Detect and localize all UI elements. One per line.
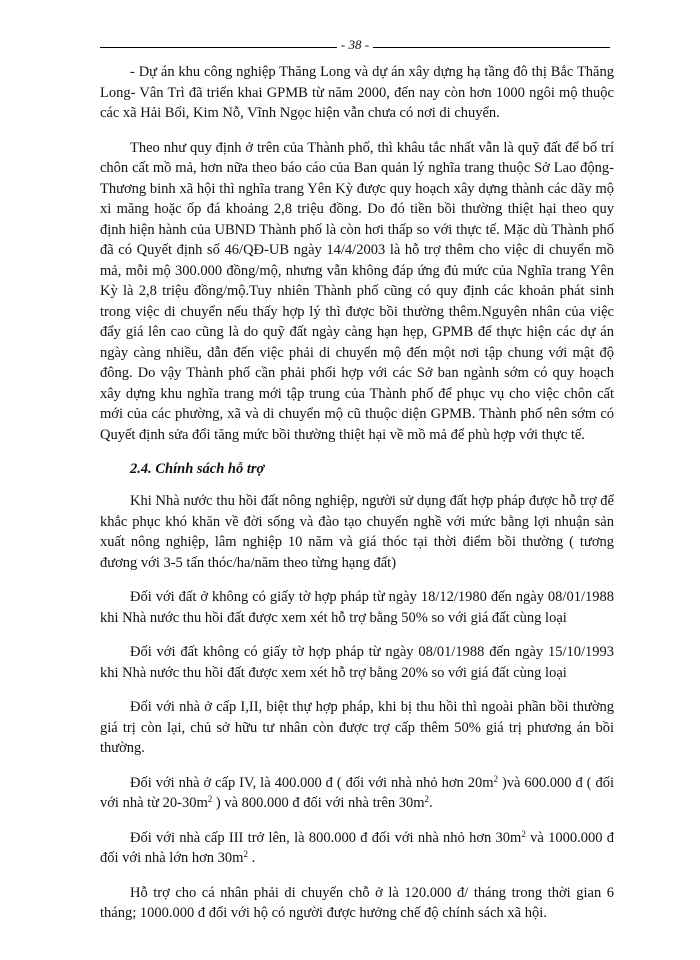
paragraph-project-graves: - Dự án khu công nghiệp Thăng Long và dự án xây dựng hạ tầng đô thị Bắc Thăng Long- Vân Trì đã triển khai GPMB từ năm 2000, đến nay còn hơn 1000 ngôi mộ thuộc các xã Hải Bối, Kim Nỗ, Vĩnh Ngọc hiện vẫn chưa có nơi di chuyển. [100, 64, 614, 121]
text-segment: và 1000.000 đ đối với nhà lớn hơn 30m [100, 829, 614, 866]
text-segment: Đối với nhà ở cấp IV, là 400.000 đ ( đối với nhà nhỏ hơn 20m [130, 774, 494, 791]
superscript: 2 [493, 773, 498, 784]
paragraph-land-1988-1993: Đối với đất không có giấy tờ hợp pháp từ ngày 08/01/1988 đến ngày 15/10/1993 khi Nhà nước thu hồi đất được xem xét hỗ trợ bằng 20% so với giá đất cùng loại [100, 644, 614, 681]
section-heading: 2.4. Chính sách hỗ trợ [130, 461, 265, 477]
superscript: 2 [243, 849, 248, 859]
paragraph-relocation-support: Hỗ trợ cho cá nhân phải di chuyển chỗ ở là 120.000 đ/ tháng trong thời gian 6 tháng; 1000.000 đ đối với hộ có người được hưởng chế độ chính sách xã hội. [100, 884, 614, 921]
page-body [100, 62, 614, 924]
text-segment: )và 600.000 đ ( đối với nhà từ 20-30m [100, 774, 614, 811]
paragraph-house-level-1-2: Đối với nhà ở cấp I,II, biệt thự hợp pháp, khi bị thu hồi thì ngoài phần bồi thường giá trị còn lại, chủ sở hữu tư nhân còn được trợ cấp thêm 50% giá trị phương án bồi thường. [100, 699, 614, 756]
paragraph-house-level-4 [100, 773, 614, 814]
paragraph-agri-land-support: Khi Nhà nước thu hồi đất nông nghiệp, người sử dụng đất hợp pháp được hỗ trợ để khắc phục khó khăn về đời sống và đào tạo chuyển nghề với mức bằng lợi nhuận sản xuất nông nghiệp, lâm nghiệp 10 năm và giá thóc tại thời điểm bồi thường ( tương đương với 3-5 tấn thóc/ha/năm theo từng hạng đất) [100, 493, 614, 571]
page-number: - 38 - [337, 38, 373, 52]
text-segment: ) và 800.000 đ đối với nhà trên 30m [212, 795, 425, 811]
superscript: 2 [207, 794, 213, 804]
paragraph-cemetery-land: Theo như quy định ở trên của Thành phố, thì khâu tắc nhất vẫn là quỹ đất để bố trí chôn cất mồ mả, hơn nữa theo báo cáo của Ban quản lý nghĩa trang thuộc Sở Lao động- Thương binh xã hội thì nghĩa trang Yên Kỳ được quy hoạch xây dựng thành các dãy mộ xi măng hoặc ốp đá khoảng 2,8 triệu đồng. Do đó tiền bồi thường thiệt hại theo quy định hiện hành của UBND Thành phố là còn hơi thấp so với thực tế. Mặc dù Thành phố đã có Quyết định số 46/QĐ-UB ngày 14/4/2003 là hỗ trợ thêm cho việc di chuyển mồ mả, mỗi mộ 300.000 đồng/mộ, nhưng vẫn không đáp ứng đủ mức của Nghĩa trang Yên Kỳ là 2,8 triệu đồng/mộ.Tuy nhiên Thành phố cũng có quy định các khoản phát sinh trong việc di chuyển nếu thấy hợp lý thì được bồi thường thêm.Nguyên nhân của việc đẩy giá lên cao cũng là do quỹ đất ngày càng hạn hẹp, GPMB để thực hiện các dự án ngày càng nhiều, dẫn đến việc phải di chuyển mộ đến một nơi tập chung với mật độ đông. Do vậy Thành phố cần phải phối hợp với các Sở ban ngành sớm có quy hoạch xây dựng khu nghĩa trang mới tập trung của Thành phố để phục vụ cho việc chôn cất mới của các phường, xã và di chuyển mộ cũ thuộc diện GPMB. Thành phố nên sớm có Quyết định sửa đổi tăng mức bồi thường thiệt hại về mồ mả để phù hợp với thực tế. [100, 139, 614, 443]
text-segment: . [247, 850, 256, 866]
superscript: 2 [424, 794, 430, 804]
text-segment: . [429, 795, 433, 811]
paragraph-land-1980-1988: Đối với đất ở không có giấy tờ hợp pháp từ ngày 18/12/1980 đến ngày 08/01/1988 khi Nhà nước thu hồi đất được xem xét hỗ trợ bằng 50% so với giá đất cùng loại [100, 589, 614, 626]
text-segment: Đối với nhà cấp III trở lên, là 800.000 đ đối với nhà nhỏ hơn 30m [130, 829, 522, 846]
superscript: 2 [521, 828, 526, 839]
paragraph-house-level-3 [100, 828, 614, 869]
page-header [100, 38, 610, 52]
